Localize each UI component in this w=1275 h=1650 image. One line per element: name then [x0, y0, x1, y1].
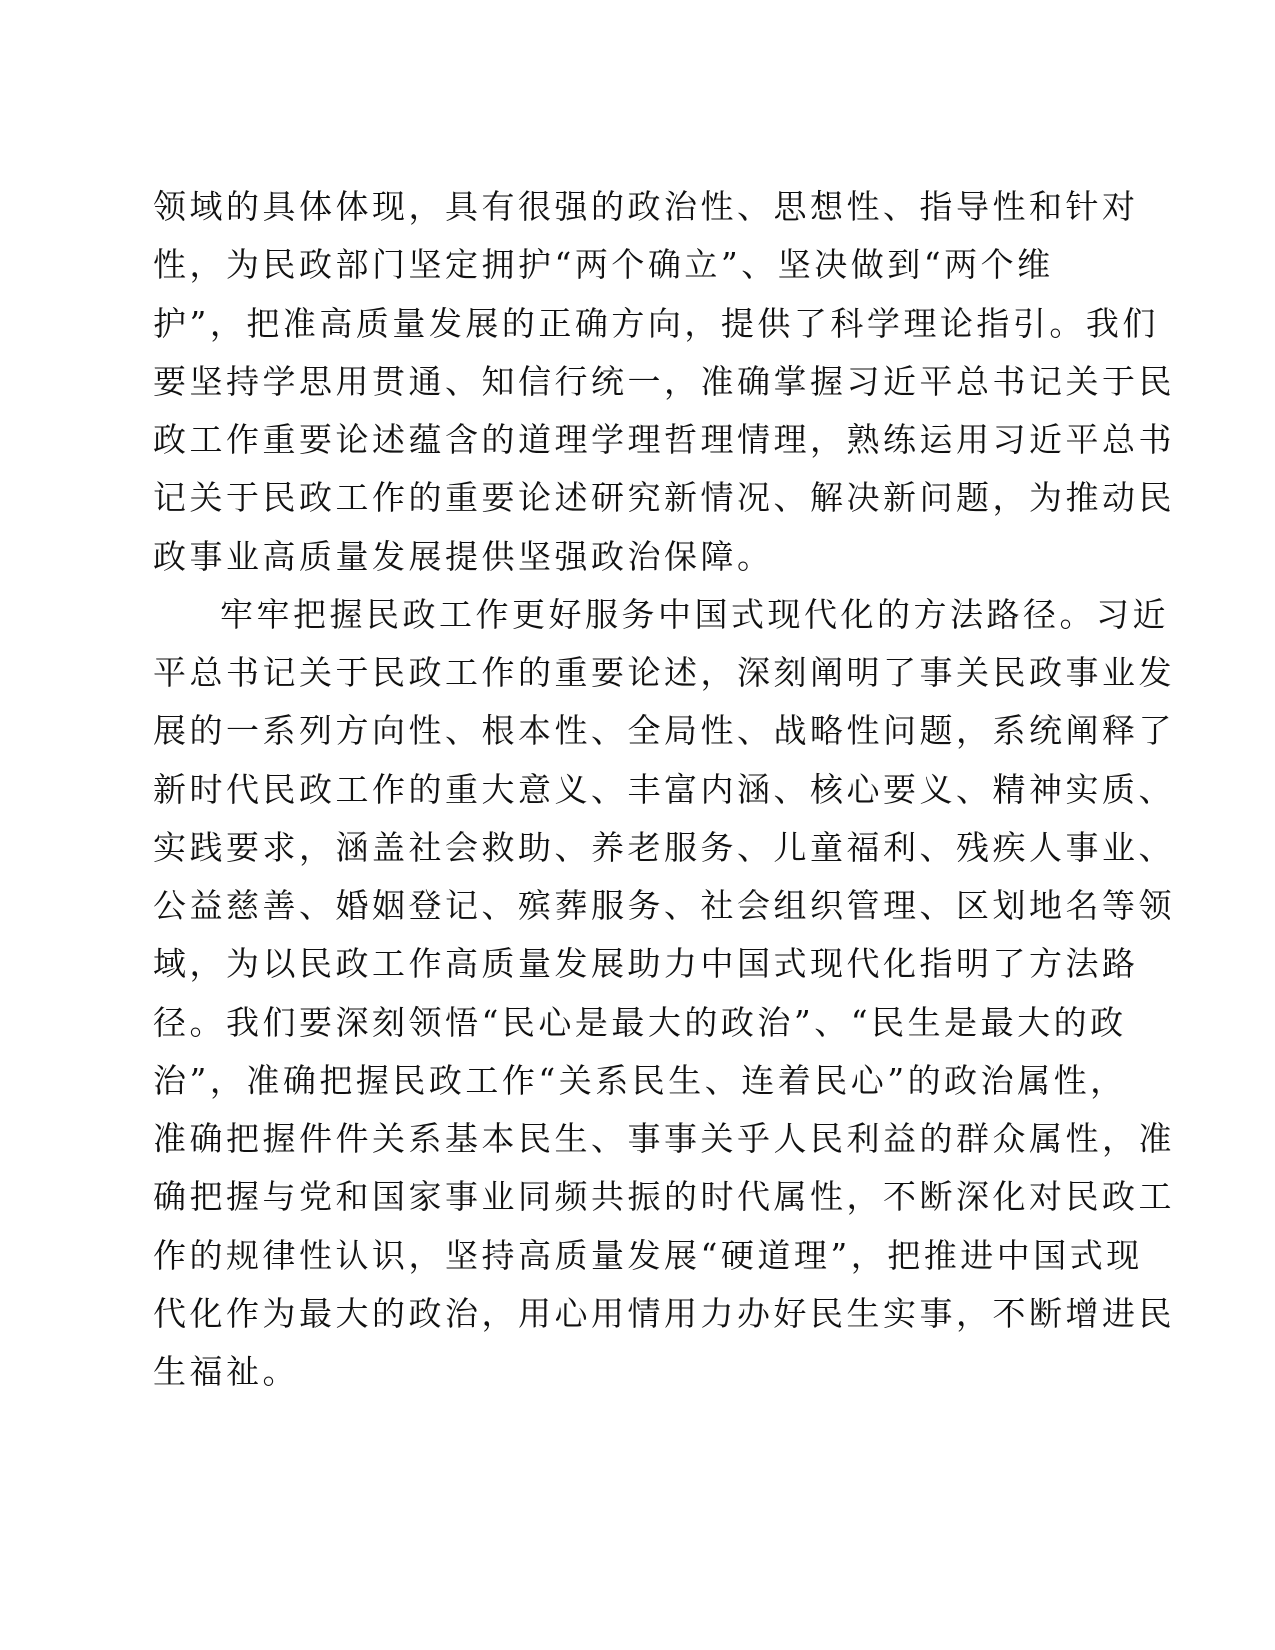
text-line: 要坚持学思用贯通、知信行统一，准确掌握习近平总书记关于民: [153, 361, 1175, 401]
text-line: 生福祉。: [153, 1352, 299, 1391]
text-line: 实践要求，涵盖社会救助、养老服务、儿童福利、残疾人事业、: [153, 827, 1175, 867]
text-line: 作的规律性认识，坚持高质量发展“硬道理”，把推进中国式现: [153, 1235, 1143, 1275]
text-line: 政事业高质量发展提供坚强政治保障。: [153, 536, 774, 576]
text-line: 准确把握件件关系基本民生、事事关乎人民利益的群众属性，准: [153, 1119, 1175, 1158]
text-line: 代化作为最大的政治，用心用情用力办好民生实事，不断增进民: [153, 1293, 1175, 1333]
text-line: 确把握与党和国家事业同频共振的时代属性，不断深化对民政工: [153, 1177, 1175, 1217]
paragraph-first-line: 牢牢把握民政工作更好服务中国式现代化的方法路径。习近: [220, 594, 1169, 634]
text-line: 治”，准确把握民政工作“关系民生、连着民心”的政治属性，: [153, 1060, 1127, 1100]
text-line: 记关于民政工作的重要论述研究新情况、解决新问题，为推动民: [153, 478, 1175, 518]
text-line: 平总书记关于民政工作的重要论述，深刻阐明了事关民政事业发: [153, 653, 1175, 692]
text-line: 域，为以民政工作高质量发展助力中国式现代化指明了方法路: [153, 944, 1139, 984]
text-line: 公益慈善、婚姻登记、殡葬服务、社会组织管理、区划地名等领: [153, 886, 1175, 925]
text-line: 径。我们要深刻领悟“民心是最大的政治”、“民生是最大的政: [153, 1002, 1127, 1042]
text-line: 性，为民政部门坚定拥护“两个确立”、坚决做到“两个维: [153, 245, 1054, 285]
text-line: 护”，把准高质量发展的正确方向，提供了科学理论指引。我们: [153, 303, 1159, 343]
text-line: 新时代民政工作的重大意义、丰富内涵、核心要义、精神实质、: [153, 769, 1175, 809]
text-line: 政工作重要论述蕴含的道理学理哲理情理，熟练运用习近平总书: [153, 420, 1175, 459]
document-body: [153, 178, 1175, 1401]
text-line: 领域的具体体现，具有很强的政治性、思想性、指导性和针对: [153, 187, 1139, 226]
text-line: 展的一系列方向性、根本性、全局性、战略性问题，系统阐释了: [153, 711, 1175, 751]
